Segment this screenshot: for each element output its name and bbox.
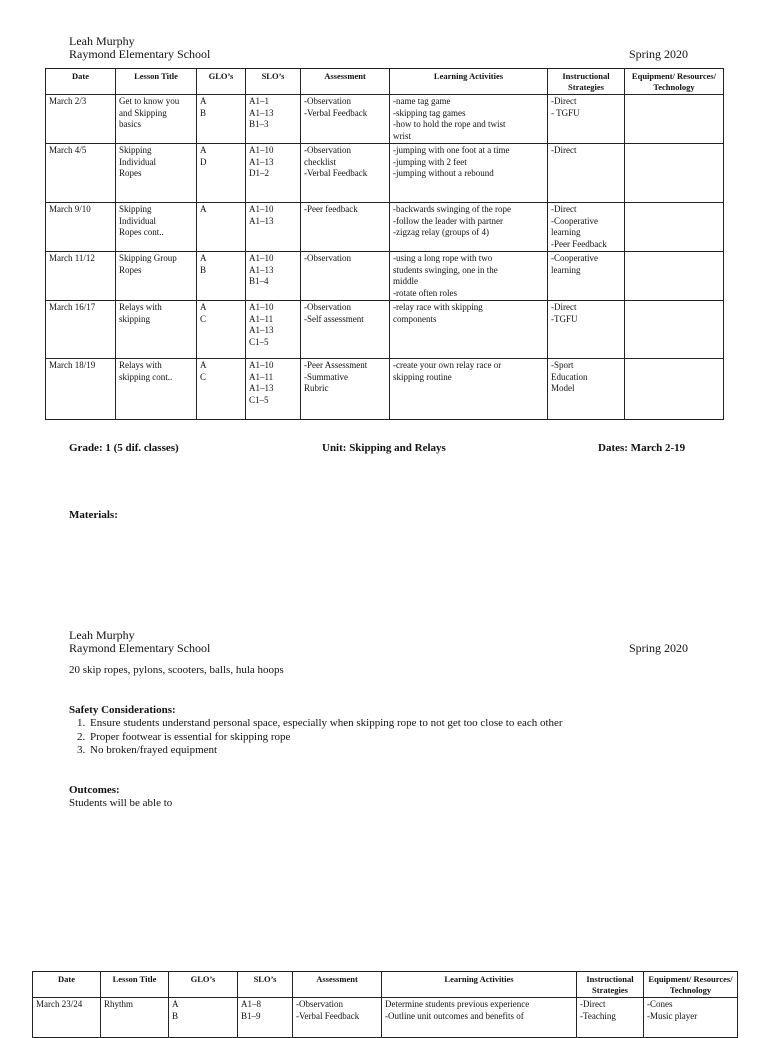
safety-list bbox=[54, 717, 744, 758]
table-header-row bbox=[33, 972, 738, 998]
table-row bbox=[46, 95, 724, 144]
column-header-equipment: Equipment/ Resources/ Technology bbox=[644, 972, 738, 998]
equipment-cell bbox=[625, 301, 724, 359]
activities-cell: -using a long rope with two students swinging, one in the middle -rotate often roles bbox=[390, 252, 548, 301]
table-row bbox=[46, 144, 724, 203]
lesson-title-cell: Skipping Group Ropes bbox=[116, 252, 197, 301]
equipment-cell: -Cones -Music player bbox=[644, 998, 738, 1038]
lesson-plan-table bbox=[45, 68, 724, 420]
activities-cell: -relay race with skipping components bbox=[390, 301, 548, 359]
column-header-strategies: Instructional Strategies bbox=[548, 69, 625, 95]
column-header-date: Date bbox=[46, 69, 116, 95]
column-header-slo: SLO’s bbox=[246, 69, 301, 95]
glo-cell: A B bbox=[169, 998, 238, 1038]
assessment-cell: -Observation -Verbal Feedback bbox=[293, 998, 382, 1038]
glo-cell: A B bbox=[197, 252, 246, 301]
strategies-cell: -Direct -Cooperative learning -Peer Feedback bbox=[548, 203, 625, 252]
assessment-cell: -Observation -Verbal Feedback bbox=[301, 95, 390, 144]
table-row bbox=[33, 998, 738, 1038]
column-header-slo: SLO’s bbox=[238, 972, 293, 998]
slo-cell: A1–10 A1–11 A1–13 C1–5 bbox=[246, 359, 301, 420]
slo-cell: A1–1 A1–13 B1–3 bbox=[246, 95, 301, 144]
assessment-cell: -Peer Assessment -Summative Rubric bbox=[301, 359, 390, 420]
teacher-name-2: Leah Murphy bbox=[69, 628, 135, 642]
safety-item: 1. Ensure students understand personal space, especially when skipping rope to not get too close to each other bbox=[88, 717, 744, 731]
table-row bbox=[46, 359, 724, 420]
term-label: Spring 2020 bbox=[628, 47, 688, 61]
assessment-cell: -Observation -Self assessment bbox=[301, 301, 390, 359]
slo-cell: A1–10 A1–13 bbox=[246, 203, 301, 252]
teacher-name: Leah Murphy bbox=[69, 34, 135, 48]
strategies-cell: -Direct -TGFU bbox=[548, 301, 625, 359]
slo-cell: A1–10 A1–13 B1–4 bbox=[246, 252, 301, 301]
slo-cell: A1–10 A1–11 A1–13 C1–5 bbox=[246, 301, 301, 359]
slo-cell: A1–10 A1–13 D1–2 bbox=[246, 144, 301, 203]
glo-cell: A C bbox=[197, 359, 246, 420]
column-header-glo: GLO’s bbox=[169, 972, 238, 998]
column-header-activities: Learning Activities bbox=[382, 972, 577, 998]
lesson-title-cell: Rhythm bbox=[101, 998, 169, 1038]
unit-label: Unit: Skipping and Relays bbox=[322, 442, 446, 454]
column-header-glo: GLO’s bbox=[197, 69, 246, 95]
strategies-cell: -Direct - TGFU bbox=[548, 95, 625, 144]
materials-text: 20 skip ropes, pylons, scooters, balls, hula hoops bbox=[69, 664, 284, 676]
school-name: Raymond Elementary School bbox=[69, 47, 211, 61]
strategies-cell: -Sport Education Model bbox=[548, 359, 625, 420]
school-name-2: Raymond Elementary School bbox=[69, 641, 211, 655]
column-header-assessment: Assessment bbox=[301, 69, 390, 95]
lesson-title-cell: Skipping Individual Ropes cont.. bbox=[116, 203, 197, 252]
activities-cell: Determine students previous experience -Outline unit outcomes and benefits of bbox=[382, 998, 577, 1038]
column-header-date: Date bbox=[33, 972, 101, 998]
strategies-cell: -Direct -Teaching bbox=[577, 998, 644, 1038]
date-cell: March 9/10 bbox=[46, 203, 116, 252]
glo-cell: A C bbox=[197, 301, 246, 359]
lesson-plan-table-2 bbox=[32, 971, 738, 1038]
column-header-title: Lesson Title bbox=[101, 972, 169, 998]
strategies-cell: -Direct bbox=[548, 144, 625, 203]
date-cell: March 18/19 bbox=[46, 359, 116, 420]
activities-cell: -name tag game -skipping tag games -how to hold the rope and twist wrist bbox=[390, 95, 548, 144]
equipment-cell bbox=[625, 252, 724, 301]
date-cell: March 2/3 bbox=[46, 95, 116, 144]
activities-cell: -backwards swinging of the rope -follow the leader with partner -zigzag relay (groups of 4) bbox=[390, 203, 548, 252]
grade-label: Grade: 1 (5 dif. classes) bbox=[69, 442, 179, 454]
column-header-equipment: Equipment/ Resources/ Technology bbox=[625, 69, 724, 95]
glo-cell: A D bbox=[197, 144, 246, 203]
date-cell: March 16/17 bbox=[46, 301, 116, 359]
column-header-title: Lesson Title bbox=[116, 69, 197, 95]
date-cell: March 23/24 bbox=[33, 998, 101, 1038]
assessment-cell: -Observation bbox=[301, 252, 390, 301]
strategies-cell: -Cooperative learning bbox=[548, 252, 625, 301]
column-header-assessment: Assessment bbox=[293, 972, 382, 998]
table-header-row bbox=[46, 69, 724, 95]
lesson-title-cell: Relays with skipping bbox=[116, 301, 197, 359]
lesson-title-cell: Relays with skipping cont.. bbox=[116, 359, 197, 420]
equipment-cell bbox=[625, 95, 724, 144]
materials-heading: Materials: bbox=[69, 509, 118, 521]
activities-cell: -create your own relay race or skipping routine bbox=[390, 359, 548, 420]
safety-heading: Safety Considerations: bbox=[69, 704, 176, 716]
date-cell: March 4/5 bbox=[46, 144, 116, 203]
activities-cell: -jumping with one foot at a time -jumping with 2 feet -jumping without a rebound bbox=[390, 144, 548, 203]
table-row bbox=[46, 301, 724, 359]
table-row bbox=[46, 252, 724, 301]
slo-cell: A1–8 B1–9 bbox=[238, 998, 293, 1038]
equipment-cell bbox=[625, 144, 724, 203]
assessment-cell: -Peer feedback bbox=[301, 203, 390, 252]
column-header-strategies: Instructional Strategies bbox=[577, 972, 644, 998]
outcomes-heading: Outcomes: bbox=[69, 784, 120, 796]
date-cell: March 11/12 bbox=[46, 252, 116, 301]
glo-cell: A bbox=[197, 203, 246, 252]
safety-item: 3. No broken/frayed equipment bbox=[88, 744, 744, 758]
term-label-2: Spring 2020 bbox=[628, 641, 688, 655]
column-header-activities: Learning Activities bbox=[390, 69, 548, 95]
lesson-title-cell: Skipping Individual Ropes bbox=[116, 144, 197, 203]
assessment-cell: -Observation checklist -Verbal Feedback bbox=[301, 144, 390, 203]
equipment-cell bbox=[625, 203, 724, 252]
dates-label: Dates: March 2-19 bbox=[598, 442, 686, 454]
safety-item: 2. Proper footwear is essential for skipping rope bbox=[88, 731, 744, 745]
outcomes-text: Students will be able to bbox=[69, 797, 173, 809]
lesson-title-cell: Get to know you and Skipping basics bbox=[116, 95, 197, 144]
glo-cell: A B bbox=[197, 95, 246, 144]
table-row bbox=[46, 203, 724, 252]
equipment-cell bbox=[625, 359, 724, 420]
